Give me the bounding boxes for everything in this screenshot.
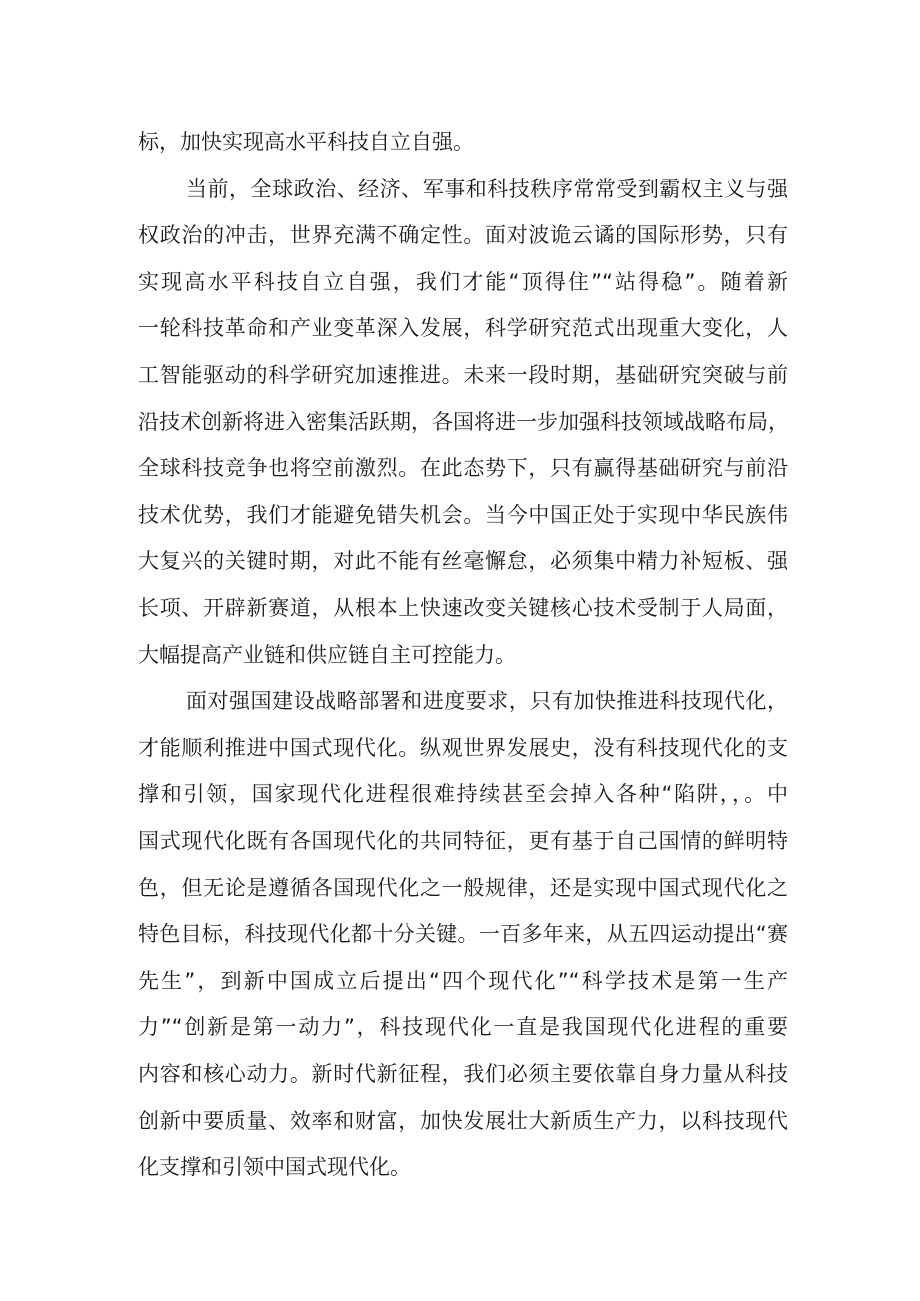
text-line: 创新中要质量、效率和财富，加快发展壮大新质生产力，以科技现代 xyxy=(138,1109,788,1133)
text-line: 先生”，到新中国成立后提出“四个现代化”“科学技术是第一生产 xyxy=(138,969,788,993)
text-line: 长项、开辟新赛道，从根本上快速改变关键核心技术受制于人局面， xyxy=(138,596,788,620)
text-line: 权政治的冲击，世界充满不确定性。面对波诡云谲的国际形势，只有 xyxy=(138,223,788,247)
text-line: 特色目标，科技现代化都十分关键。一百多年来，从五四运动提出“赛 xyxy=(138,922,788,946)
text-line: 沿技术创新将进入密集活跃期，各国将进一步加强科技领域战略布局， xyxy=(138,410,789,434)
text-line: 大幅提高产业链和供应链自主可控能力。 xyxy=(138,643,516,667)
text-line: 国式现代化既有各国现代化的共同特征，更有基于自己国情的鲜明特 xyxy=(138,829,788,853)
text-line: 撑和引领，国家现代化进程很难持续甚至会掉入各种“陷阱，，。中 xyxy=(138,782,788,806)
text-line: 化支撑和引领中国式现代化。 xyxy=(138,1155,411,1179)
text-line: 全球科技竞争也将空前激烈。在此态势下，只有赢得基础研究与前沿 xyxy=(138,456,788,480)
text-line: 一轮科技革命和产业变革深入发展，科学研究范式出现重大变化，人 xyxy=(138,316,788,340)
text-line: 色，但无论是遵循各国现代化之一般规律，还是实现中国式现代化之 xyxy=(138,876,788,900)
text-line: 力”“创新是第一动力”，科技现代化一直是我国现代化进程的重要 xyxy=(138,1015,788,1039)
text-line: 技术优势，我们才能避免错失机会。当今中国正处于实现中华民族伟 xyxy=(138,503,788,527)
text-line: 内容和核心动力。新时代新征程，我们必须主要依靠自身力量从科技 xyxy=(138,1062,788,1086)
text-line: 面对强国建设战略部署和进度要求，只有加快推进科技现代化， xyxy=(186,689,788,713)
text-line: 标，加快实现高水平科技自立自强。 xyxy=(138,130,474,154)
text-line: 当前，全球政治、经济、军事和科技秩序常常受到霸权主义与强 xyxy=(186,177,788,201)
text-line: 工智能驱动的科学研究加速推进。未来一段时期，基础研究突破与前 xyxy=(138,363,788,387)
text-line: 才能顺利推进中国式现代化。纵观世界发展史，没有科技现代化的支 xyxy=(138,736,788,760)
text-line: 实现高水平科技自立自强，我们才能“顶得住”“站得稳”。随着新 xyxy=(138,270,788,294)
text-line: 大复兴的关键时期，对此不能有丝毫懈怠，必须集中精力补短板、强 xyxy=(138,549,788,573)
